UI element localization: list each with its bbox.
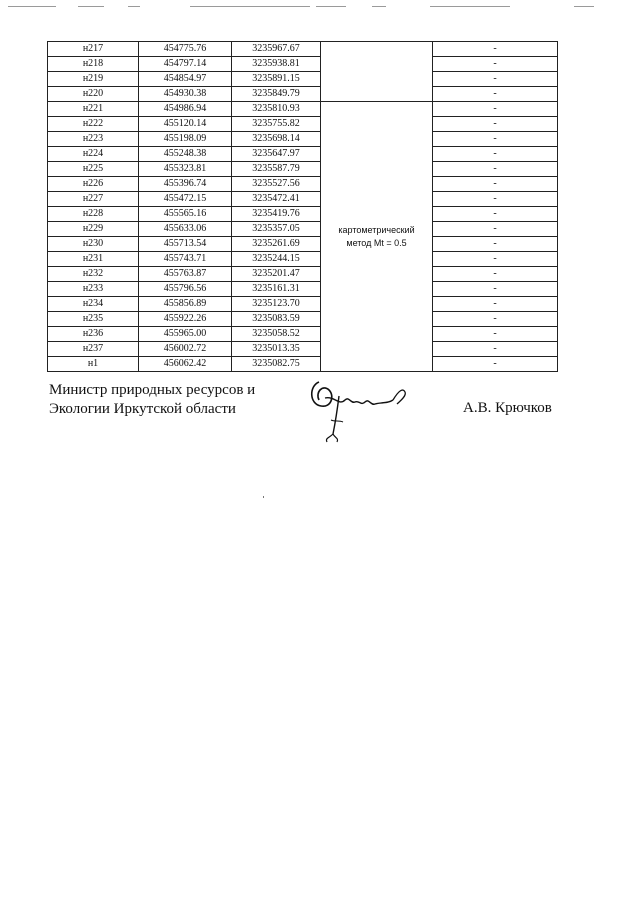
x-coordinate-cell: 455763.87	[139, 267, 232, 282]
y-coordinate-cell: 3235938.81	[232, 57, 321, 72]
x-coordinate-cell: 455198.09	[139, 132, 232, 147]
method-label-line2: метод Mt = 0.5	[346, 237, 407, 248]
y-coordinate-cell: 3235755.82	[232, 117, 321, 132]
y-coordinate-cell: 3235419.76	[232, 207, 321, 222]
handwritten-signature	[305, 376, 415, 446]
table-row	[48, 72, 558, 87]
error-cell: -	[433, 192, 558, 207]
table-row	[48, 222, 558, 237]
error-cell: -	[433, 282, 558, 297]
table-row	[48, 42, 558, 57]
x-coordinate-cell: 455248.38	[139, 147, 232, 162]
x-coordinate-cell: 455856.89	[139, 297, 232, 312]
table-row	[48, 297, 558, 312]
point-name-cell: н219	[48, 72, 139, 87]
error-cell: -	[433, 222, 558, 237]
point-name-cell: н221	[48, 102, 139, 117]
point-name-cell: н227	[48, 192, 139, 207]
error-cell: -	[433, 297, 558, 312]
x-coordinate-cell: 455323.81	[139, 162, 232, 177]
y-coordinate-cell: 3235013.35	[232, 342, 321, 357]
x-coordinate-cell: 455396.74	[139, 177, 232, 192]
error-cell: -	[433, 132, 558, 147]
x-coordinate-cell: 455922.26	[139, 312, 232, 327]
y-coordinate-cell: 3235244.15	[232, 252, 321, 267]
table-row	[48, 267, 558, 282]
error-cell: -	[433, 267, 558, 282]
table-row	[48, 342, 558, 357]
y-coordinate-cell: 3235698.14	[232, 132, 321, 147]
method-label-line1: картометрический	[338, 224, 415, 235]
table-row	[48, 312, 558, 327]
error-cell: -	[433, 42, 558, 57]
table-row	[48, 177, 558, 192]
y-coordinate-cell: 3235967.67	[232, 42, 321, 57]
error-cell: -	[433, 342, 558, 357]
error-cell: -	[433, 72, 558, 87]
x-coordinate-cell: 454930.38	[139, 87, 232, 102]
y-coordinate-cell: 3235161.31	[232, 282, 321, 297]
table-row	[48, 327, 558, 342]
coordinates-table	[47, 41, 558, 372]
point-name-cell: н235	[48, 312, 139, 327]
y-coordinate-cell: 3235123.70	[232, 297, 321, 312]
x-coordinate-cell: 455965.00	[139, 327, 232, 342]
error-cell: -	[433, 207, 558, 222]
error-cell: -	[433, 117, 558, 132]
x-coordinate-cell: 455743.71	[139, 252, 232, 267]
error-cell: -	[433, 87, 558, 102]
y-coordinate-cell: 3235082.75	[232, 357, 321, 372]
x-coordinate-cell: 455472.15	[139, 192, 232, 207]
scan-speck	[263, 496, 264, 498]
table-row	[48, 102, 558, 117]
scan-noise-strip	[0, 0, 640, 14]
error-cell: -	[433, 252, 558, 267]
error-cell: -	[433, 312, 558, 327]
table-row	[48, 147, 558, 162]
point-name-cell: н217	[48, 42, 139, 57]
table-row	[48, 207, 558, 222]
y-coordinate-cell: 3235083.59	[232, 312, 321, 327]
y-coordinate-cell: 3235891.15	[232, 72, 321, 87]
x-coordinate-cell: 455633.06	[139, 222, 232, 237]
point-name-cell: н237	[48, 342, 139, 357]
method-cell-empty	[321, 42, 433, 102]
point-name-cell: н233	[48, 282, 139, 297]
method-cell	[321, 102, 433, 372]
y-coordinate-cell: 3235472.41	[232, 192, 321, 207]
y-coordinate-cell: 3235647.97	[232, 147, 321, 162]
point-name-cell: н231	[48, 252, 139, 267]
point-name-cell: н229	[48, 222, 139, 237]
table-row	[48, 357, 558, 372]
table-row	[48, 57, 558, 72]
point-name-cell: н234	[48, 297, 139, 312]
x-coordinate-cell: 454775.76	[139, 42, 232, 57]
point-name-cell: н232	[48, 267, 139, 282]
x-coordinate-cell: 455713.54	[139, 237, 232, 252]
table-row	[48, 237, 558, 252]
table-row	[48, 252, 558, 267]
table-row	[48, 117, 558, 132]
y-coordinate-cell: 3235357.05	[232, 222, 321, 237]
y-coordinate-cell: 3235810.93	[232, 102, 321, 117]
error-cell: -	[433, 177, 558, 192]
coordinates-table-body	[48, 42, 558, 372]
x-coordinate-cell: 455565.16	[139, 207, 232, 222]
error-cell: -	[433, 57, 558, 72]
x-coordinate-cell: 455796.56	[139, 282, 232, 297]
point-name-cell: н218	[48, 57, 139, 72]
x-coordinate-cell: 456062.42	[139, 357, 232, 372]
point-name-cell: н225	[48, 162, 139, 177]
y-coordinate-cell: 3235849.79	[232, 87, 321, 102]
table-row	[48, 87, 558, 102]
point-name-cell: н223	[48, 132, 139, 147]
point-name-cell: н226	[48, 177, 139, 192]
point-name-cell: н236	[48, 327, 139, 342]
x-coordinate-cell: 454797.14	[139, 57, 232, 72]
x-coordinate-cell: 456002.72	[139, 342, 232, 357]
y-coordinate-cell: 3235587.79	[232, 162, 321, 177]
y-coordinate-cell: 3235058.52	[232, 327, 321, 342]
point-name-cell: н220	[48, 87, 139, 102]
error-cell: -	[433, 327, 558, 342]
error-cell: -	[433, 102, 558, 117]
signatory-title-line2: Экологии Иркутской области	[49, 401, 236, 417]
point-name-cell: н230	[48, 237, 139, 252]
signatory-title	[49, 381, 255, 419]
table-row	[48, 282, 558, 297]
signatory-name: А.В. Крючков	[463, 400, 552, 416]
table-row	[48, 132, 558, 147]
point-name-cell: н224	[48, 147, 139, 162]
table-row	[48, 162, 558, 177]
error-cell: -	[433, 147, 558, 162]
point-name-cell: н222	[48, 117, 139, 132]
error-cell: -	[433, 357, 558, 372]
y-coordinate-cell: 3235527.56	[232, 177, 321, 192]
x-coordinate-cell: 454986.94	[139, 102, 232, 117]
x-coordinate-cell: 454854.97	[139, 72, 232, 87]
point-name-cell: н1	[48, 357, 139, 372]
y-coordinate-cell: 3235261.69	[232, 237, 321, 252]
y-coordinate-cell: 3235201.47	[232, 267, 321, 282]
x-coordinate-cell: 455120.14	[139, 117, 232, 132]
signatory-title-line1: Министр природных ресурсов и	[49, 382, 256, 398]
table-row	[48, 192, 558, 207]
point-name-cell: н228	[48, 207, 139, 222]
error-cell: -	[433, 162, 558, 177]
error-cell: -	[433, 237, 558, 252]
